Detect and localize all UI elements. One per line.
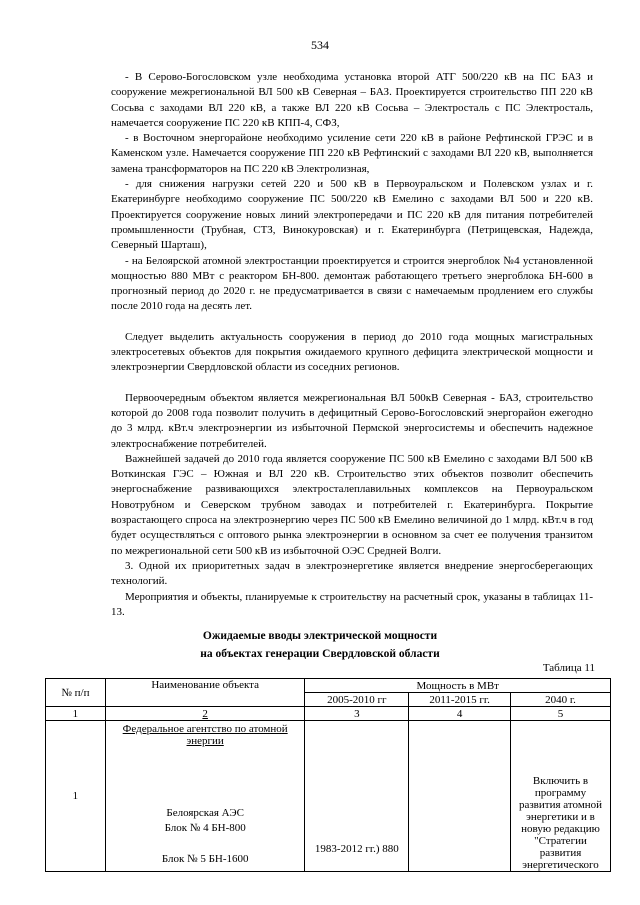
table-title-line1: Ожидаемые вводы электрической мощности	[202, 630, 438, 642]
table-row	[46, 721, 611, 872]
index-cell: 4	[409, 707, 511, 721]
power-period-3: Включить в программу развития атомной энергетики и в новую редакцию "Стратегии развития энергетического	[511, 721, 611, 872]
index-cell: 5	[511, 707, 611, 721]
spacer	[111, 315, 593, 330]
table-title-line2: на объектах генерации Свердловской области	[200, 648, 440, 660]
block-4: Блок № 4 БН-800	[164, 822, 246, 834]
plant-name: Белоярская АЭС	[166, 807, 244, 819]
row-num: 1	[46, 721, 106, 872]
paragraph: Важнейшей задачей до 2010 года является сооружение ПС 500 кВ Емелино с заходами ВЛ 500 кВ Воткинская ГЭС – Южная и ВЛ 220 кВ. Строительство этих объектов позволит обеспечить энергоснабжение развивающихся электросталеплавильных комплексов на Первоуральском Новотрубном и Северском трубном заводах и потребителей г. Екатеринбурга. Покрытие возрастающего спроса на электроэнергию через ПС 500 кВ Емелино величиной до 1 млрд. кВт.ч в год будет осуществляться с оптового рынка электроэнергии в основном за счет ее получения транзитом по межрегиональной сети 500 кВ из избыточной ОЭС Средней Волги.	[111, 452, 593, 557]
spacer	[111, 376, 593, 391]
index-cell: 1	[46, 707, 106, 721]
power-period-1: 1983-2012 гг.) 880	[305, 721, 409, 872]
paragraph: - на Белоярской атомной электростанции проектируется и строится энергоблок №4 установленной мощностью 880 МВт с реактором БН-800. демонтаж работающего третьего энергоблока БН-600 в прогнозный период до 2020 г. не предусматривается в связи с намечаемым продлением его службы после 2010 года на десять лет.	[111, 254, 593, 313]
header-period-3: 2040 г.	[511, 693, 611, 707]
header-period-1: 2005-2010 гг	[305, 693, 409, 707]
header-power: Мощность в МВт	[305, 679, 611, 693]
header-period-2: 2011-2015 гг.	[409, 693, 511, 707]
page-number: 534	[311, 38, 329, 52]
paragraph: Первоочередным объектом является межрегиональная ВЛ 500кВ Северная - БАЗ, строительство которой до 2008 года позволит получить в дефицитный Серово-Богословский энергорайон ежегодно до 3 млрд. кВт.ч электроэнергии из избыточной Пермской энергосистемы и обеспечить надежное электроснабжение потребителей.	[111, 391, 593, 450]
paragraph: - для снижения нагрузки сетей 220 и 500 кВ в Первоуральском и Полевском узлах и г. Екатеринбурге необходимо сооружение ПС 500/220 кВ Емелино с заходами ВЛ 500 и 220 кВ. Проектируется сооружение новых линий электропередачи и ПС 220 кВ для питания потребителей промышленности (Трубная, СТЗ, Винокуровская) и г. Екатеринбурга (Петрищевская, Надежда, Северный Шарташ),	[111, 178, 593, 252]
paragraph: - В Серово-Богословском узле необходима установка второй АТГ 500/220 кВ на ПС БАЗ и сооружение межрегиональной ВЛ 500 кВ Северная – БАЗ. Проектируется строительство ПП 220 кВ Сосьва с заходами ВЛ 220 кВ, а также ВЛ 220 кВ Сосьва – Электросталь с ПС Электросталь, намечается сооружение ПС 220 кВ КПП-4, СФЗ,	[111, 71, 593, 129]
paragraph: - в Восточном энергорайоне необходимо усиление сети 220 кВ в районе Рефтинской ГРЭС и в Каменском узле. Намечается сооружение ПП 220 кВ Рефтинский с заходами ВЛ 220 кВ, выполняется замена трансформаторов на ПС 220 кВ Электролизная,	[111, 132, 593, 175]
block-5: Блок № 5 БН-1600	[161, 853, 249, 865]
paragraph: 3. Одной их приоритетных задач в электроэнергетике является внедрение энергосберегающих технологий.	[111, 559, 593, 588]
index-cell: 3	[305, 707, 409, 721]
row-name-cell	[105, 721, 305, 872]
index-cell: 2	[105, 707, 305, 721]
table-label: Таблица 11	[542, 662, 595, 674]
paragraph: Следует выделить актуальность сооружения в период до 2010 года мощных магистральных электросетевых объектов для покрытия ожидаемого крупного дефицита электрической мощности и электроэнергии Свердловской области из соседних регионов.	[111, 330, 593, 374]
power-period-2	[409, 721, 511, 872]
generation-table	[45, 678, 611, 872]
body-text	[111, 70, 593, 620]
header-num: № п/п	[46, 679, 106, 707]
paragraph: Мероприятия и объекты, планируемые к строительству на расчетный срок, указаны в таблицах 11-13.	[111, 590, 593, 618]
header-name: Наименование объекта	[105, 679, 305, 707]
agency-name: Федеральное агентство по атомной энергии	[122, 723, 288, 747]
